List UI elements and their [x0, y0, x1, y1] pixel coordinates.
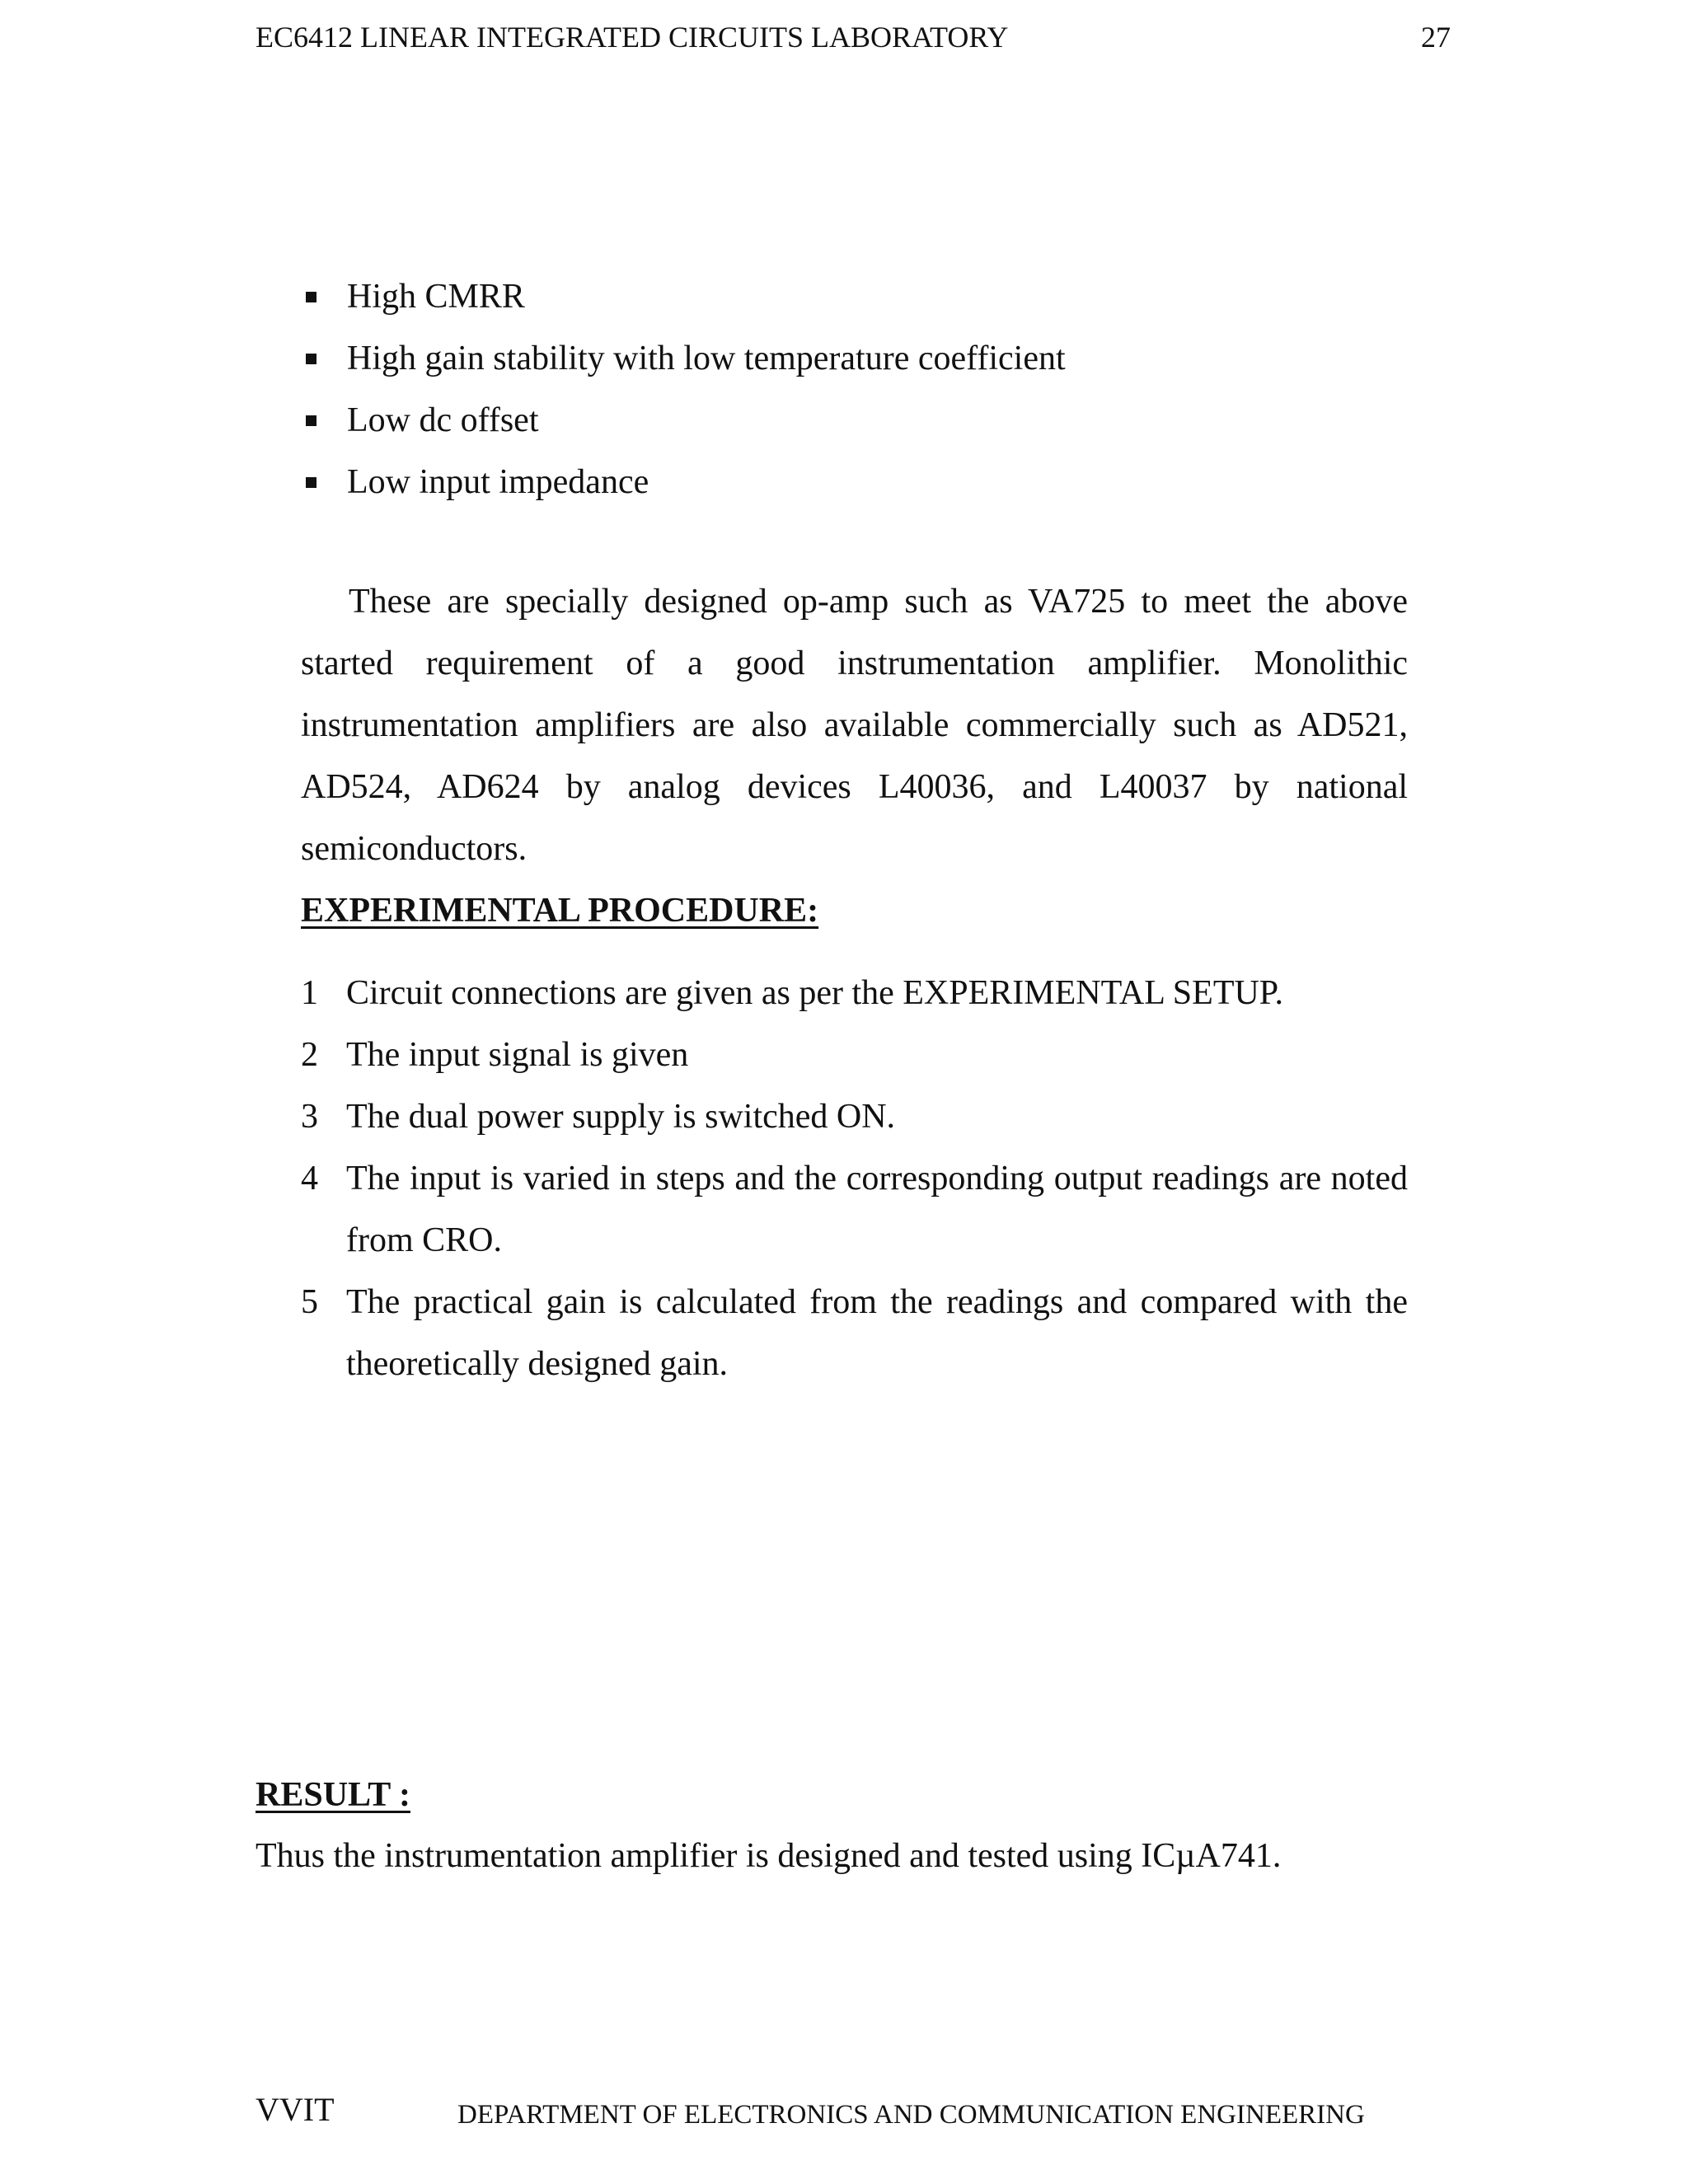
step-number: 4 [301, 1160, 318, 1197]
list-item [299, 266, 1420, 328]
department-name: DEPARTMENT OF ELECTRONICS AND COMMUNICATION ENGINEERING [457, 2100, 1365, 2130]
result-heading: RESULT : [256, 1776, 410, 1814]
list-item [299, 328, 1420, 390]
square-bullet-icon [306, 292, 316, 302]
step-text: The dual power supply is switched ON. [346, 1098, 896, 1136]
body-paragraph: These are specially designed op-amp such as VA725 to meet the above started requirement of a good instrumentation amplifier. Monolithic instrumentation amplifiers are also available commercially such as AD521, AD524, AD624 by analog devices L40036, and L40037 by national semiconductors. [301, 583, 1408, 868]
list-item-text: Low input impedance [347, 463, 649, 501]
square-bullet-icon [306, 477, 316, 488]
step-text: The practical gain is calculated from the readings and compared with the theoretically designed gain. [346, 1283, 1408, 1383]
procedure-steps [301, 963, 1408, 1395]
procedure-step [301, 963, 1408, 1024]
list-item [299, 452, 1420, 513]
square-bullet-icon [306, 415, 316, 426]
list-item-text: Low dc offset [347, 401, 539, 439]
step-text: The input is varied in steps and the corresponding output readings are noted from CRO. [346, 1160, 1408, 1259]
procedure-step [301, 1272, 1408, 1395]
procedure-heading: EXPERIMENTAL PROCEDURE: [301, 892, 819, 930]
step-number: 1 [301, 974, 318, 1012]
step-text: Circuit connections are given as per the EXPERIMENTAL SETUP. [346, 974, 1284, 1012]
step-number: 3 [301, 1098, 318, 1136]
result-text: Thus the instrumentation amplifier is designed and tested using ICµA741. [256, 1837, 1282, 1875]
procedure-step [301, 1024, 1408, 1086]
list-item-text: High CMRR [347, 278, 525, 316]
document-title: EC6412 LINEAR INTEGRATED CIRCUITS LABORATORY [256, 21, 1009, 54]
page-footer [256, 2085, 1409, 2135]
procedure-step [301, 1148, 1408, 1272]
step-number: 5 [301, 1283, 318, 1321]
square-bullet-icon [306, 354, 316, 364]
institute-name: VVIT [256, 2091, 335, 2128]
procedure-step [301, 1086, 1408, 1148]
list-item-text: High gain stability with low temperature coefficient [347, 340, 1066, 377]
step-text: The input signal is given [346, 1036, 689, 1074]
page-header [256, 16, 1451, 58]
step-number: 2 [301, 1036, 318, 1074]
list-item [299, 390, 1420, 452]
features-list [299, 266, 1420, 513]
page-number: 27 [1421, 21, 1451, 54]
